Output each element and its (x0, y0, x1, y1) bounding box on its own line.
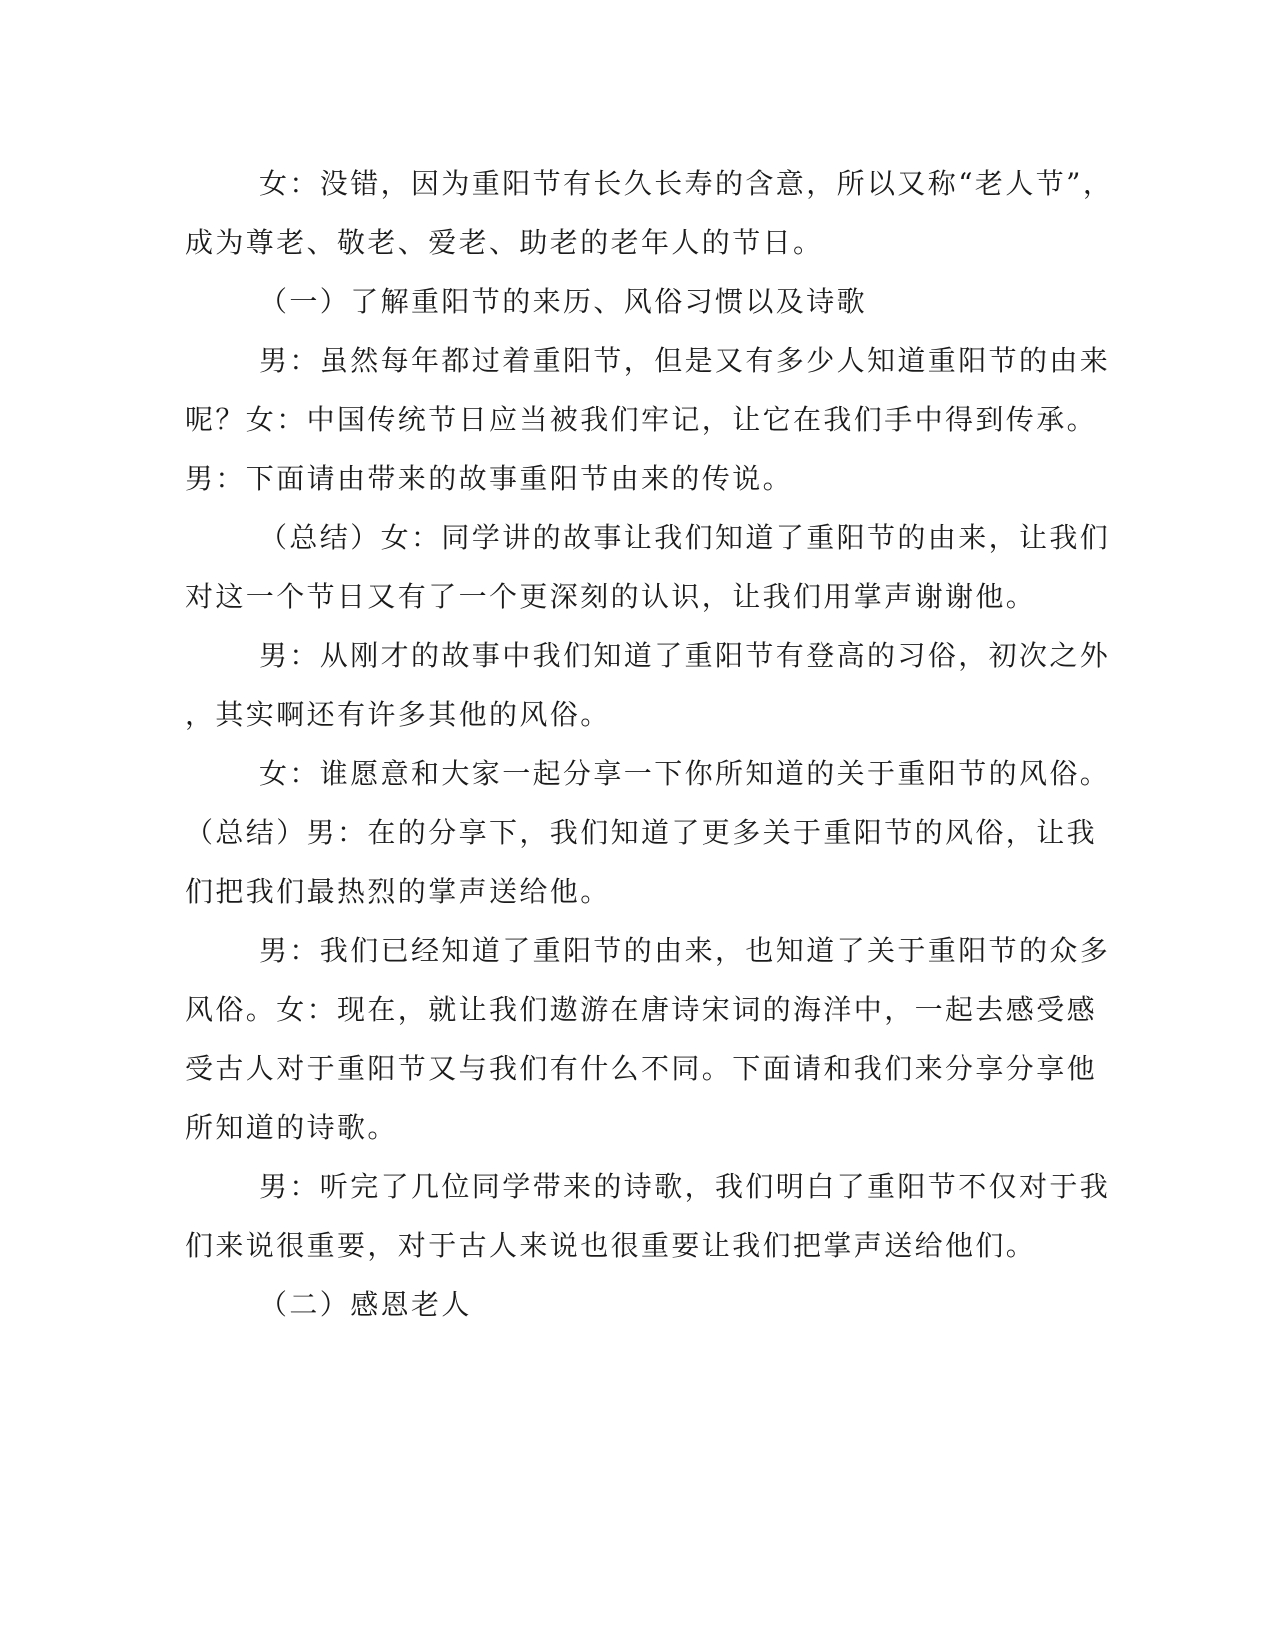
text-line-6: 男：下面请由带来的故事重阳节由来的传说。 (185, 462, 794, 495)
text-line-17: 所知道的诗歌。 (185, 1111, 398, 1144)
text-line-1: 女：没错，因为重阳节有长久长寿的含意，所以又称“老人节”， (259, 167, 1114, 200)
text-line-19: 们来说很重要，对于古人来说也很重要让我们把掌声送给他们。 (185, 1229, 1037, 1262)
text-line-14: 男：我们已经知道了重阳节的由来，也知道了关于重阳节的众多 (259, 934, 1111, 967)
text-line-10: ，其实啊还有许多其他的风俗。 (185, 698, 611, 731)
text-line-7: （总结）女：同学讲的故事让我们知道了重阳节的由来，让我们 (259, 521, 1111, 554)
text-line-8: 对这一个节日又有了一个更深刻的认识，让我们用掌声谢谢他。 (185, 580, 1037, 613)
text-line-13: 们把我们最热烈的掌声送给他。 (185, 875, 611, 908)
text-line-5: 呢？女：中国传统节日应当被我们牢记，让它在我们手中得到传承。 (185, 403, 1098, 436)
text-line-18: 男：听完了几位同学带来的诗歌，我们明白了重阳节不仅对于我 (259, 1170, 1111, 1203)
text-line-2: 成为尊老、敬老、爱老、助老的老年人的节日。 (185, 226, 824, 259)
text-line-16: 受古人对于重阳节又与我们有什么不同。下面请和我们来分享分享他 (185, 1052, 1098, 1085)
section-heading-2: （二）感恩老人 (259, 1288, 472, 1321)
text-line-15: 风俗。女：现在，就让我们遨游在唐诗宋词的海洋中，一起去感受感 (185, 993, 1098, 1026)
text-line-4: 男：虽然每年都过着重阳节，但是又有多少人知道重阳节的由来 (259, 344, 1111, 377)
section-heading-1: （一）了解重阳节的来历、风俗习惯以及诗歌 (259, 285, 868, 318)
text-line-11: 女：谁愿意和大家一起分享一下你所知道的关于重阳节的风俗。 (259, 757, 1111, 790)
text-line-12: （总结）男：在的分享下，我们知道了更多关于重阳节的风俗，让我 (185, 816, 1098, 849)
text-line-9: 男：从刚才的故事中我们知道了重阳节有登高的习俗，初次之外 (259, 639, 1111, 672)
